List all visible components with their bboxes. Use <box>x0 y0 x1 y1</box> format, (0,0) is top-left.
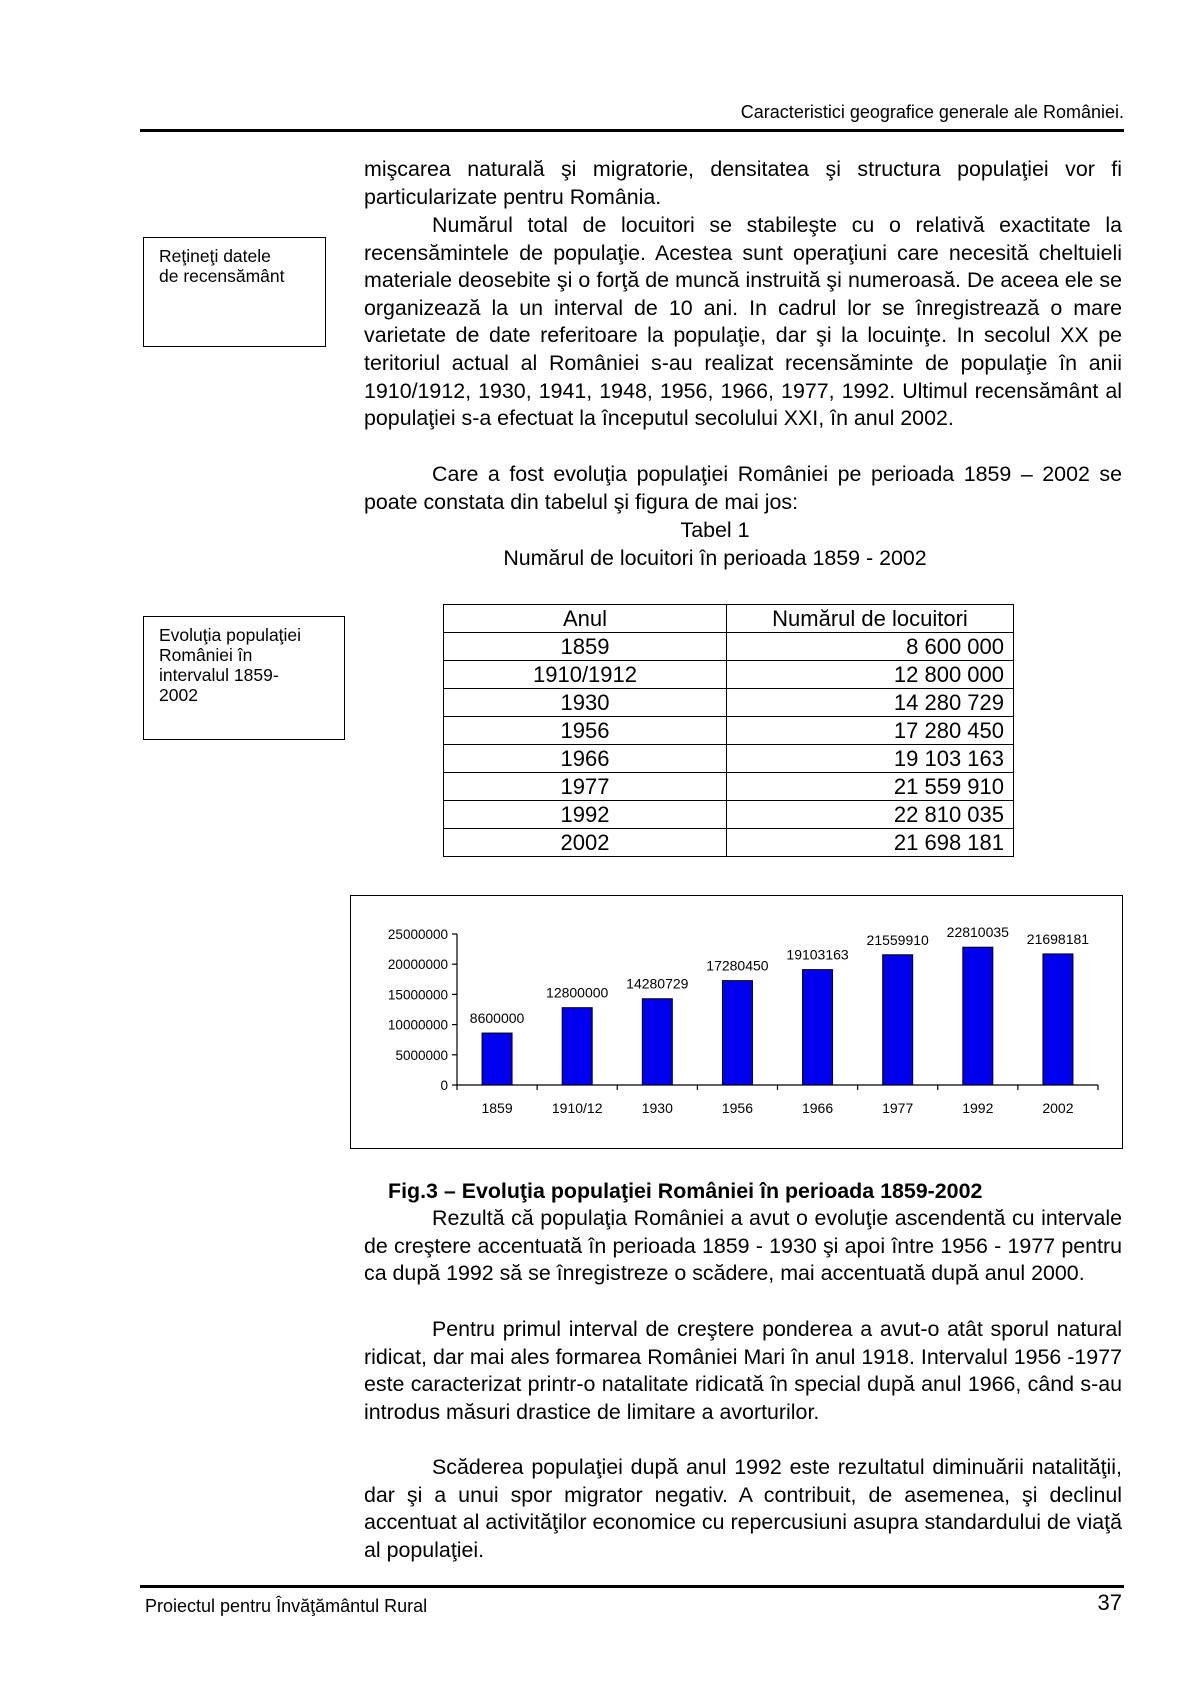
data-label: 12800000 <box>546 984 609 1001</box>
table-row <box>444 717 1014 745</box>
x-tick-label: 1966 <box>801 1100 834 1116</box>
bar <box>1043 954 1073 1085</box>
margin-note-line: de recensământ <box>159 266 285 286</box>
paragraph: Numărul total de locuitori se stabileşte cu o relativă exactitate la recensămintele de populaţie. Acestea sunt operaţiuni care necesită cheltuieli materiale deosebite şi o forţă de muncă instruită şi numeroasă. De aceea ele se organizează la un interval de 10 ani. In cadrul lor se înregistrează o mare varietate de date referitoare la populaţie, dar şi la locuinţe. In secolul XX pe teritoriul actual al României s-au realizat recensăminte de populaţie în anii 1910/1912, 1930, 1941, 1948, 1956, 1966, 1977, 1992. Ultimul recensământ al populaţiei s-a efectuat la începutul secolului XXI, în anul 2002. <box>364 213 1122 431</box>
figure-caption: Fig.3 – Evoluţia populaţiei României în perioada 1859-2002 <box>388 1179 983 1203</box>
table-row <box>444 633 1014 661</box>
margin-note-line: Evoluţia populaţiei <box>159 625 302 645</box>
table-cell-year: 1966 <box>444 745 727 773</box>
table-cell-population: 22 810 035 <box>727 801 1014 829</box>
y-tick-label: 15000000 <box>387 987 448 1003</box>
table-cell-population: 21 698 181 <box>727 829 1014 857</box>
footer-rule <box>140 1585 1124 1588</box>
table-cell-year: 1992 <box>444 801 727 829</box>
y-tick-label: 20000000 <box>387 957 448 973</box>
table-row <box>444 689 1014 717</box>
x-tick-label: 1992 <box>962 1100 994 1116</box>
y-tick-label: 0 <box>440 1078 448 1093</box>
paragraph: Rezultă că populaţia României a avut o evoluţie ascendentă cu intervale de creştere accentuată în perioada 1859 - 1930 şi apoi între 1956 - 1977 pentru ca după 1992 să se înregistreze o scădere, mai accentuată după anul 2000. <box>364 1206 1122 1286</box>
column-header-year: Anul <box>444 605 727 633</box>
data-label: 14280729 <box>626 975 689 992</box>
paragraph: Care a fost evoluţia populaţiei României pe perioada 1859 – 2002 se poate constata din tabelul şi figura de mai jos: <box>364 462 1122 514</box>
bar <box>963 947 993 1085</box>
data-label: 19103163 <box>786 946 849 963</box>
table-cell-year: 1930 <box>444 689 727 717</box>
table-cell-population: 19 103 163 <box>727 745 1014 773</box>
header-rule <box>140 129 1124 132</box>
table-row <box>444 829 1014 857</box>
margin-note-line: Reţineţi datele <box>159 246 271 266</box>
table-cell-population: 17 280 450 <box>727 717 1014 745</box>
bar <box>482 1033 512 1085</box>
table-row <box>444 773 1014 801</box>
table-cell-year: 1977 <box>444 773 727 801</box>
x-tick-label: 1977 <box>882 1100 914 1116</box>
x-tick-label: 1930 <box>641 1100 673 1116</box>
data-label: 21698181 <box>1026 930 1090 947</box>
bar <box>803 970 833 1085</box>
table-cell-year: 2002 <box>444 829 727 857</box>
y-tick-label: 25000000 <box>387 927 448 942</box>
table-row <box>444 801 1014 829</box>
table-cell-year: 1910/1912 <box>444 661 727 689</box>
bar <box>562 1008 592 1085</box>
table-row <box>444 745 1014 773</box>
paragraph: Scăderea populaţiei după anul 1992 este rezultatul diminuării natalităţii, dar şi a unui spor migrator negativ. A contribuit, de asemenea, şi declinul accentuat al activităţilor economice cu repercusiuni asupra standardului de viaţă al populaţiei. <box>364 1455 1122 1562</box>
population-bar-chart <box>350 895 1123 1149</box>
table-cell-population: 12 800 000 <box>727 661 1014 689</box>
x-tick-label: 1956 <box>721 1100 754 1116</box>
table-cell-population: 14 280 729 <box>727 689 1014 717</box>
chart-canvas <box>351 896 1122 1148</box>
page-number: 37 <box>1097 1590 1122 1615</box>
data-label: 17280450 <box>706 957 769 974</box>
table-row <box>444 661 1014 689</box>
table-cell-population: 21 559 910 <box>727 773 1014 801</box>
data-label: 21559910 <box>866 931 929 948</box>
bar <box>883 955 913 1085</box>
data-label: 8600000 <box>469 1010 525 1027</box>
paragraph: Pentru primul interval de creştere ponderea a avut-o atât sporul natural ridicat, dar mai ales formarea României Mari în anul 1918. Intervalul 1956 -1977 este caracterizat printr-o natalitate ridicată în special după anul 1966, când s-au introdus măsuri drastice de limitare a avorturilor. <box>364 1317 1122 1424</box>
data-label: 22810035 <box>946 924 1009 941</box>
footer-text: Proiectul pentru Învăţământul Rural <box>145 1596 428 1616</box>
paragraph: mişcarea naturală şi migratorie, densitatea şi structura populaţiei vor fi particularizate pentru România. <box>364 157 1122 209</box>
table-cell-population: 8 600 000 <box>727 633 1014 661</box>
population-table <box>443 604 1014 857</box>
y-tick-label: 10000000 <box>387 1017 448 1033</box>
margin-note-line: intervalul 1859- <box>159 665 279 685</box>
margin-note-line: 2002 <box>159 685 198 705</box>
bar <box>642 999 672 1085</box>
margin-note-census <box>143 237 326 347</box>
x-tick-label: 1859 <box>481 1100 513 1116</box>
x-tick-label: 2002 <box>1042 1100 1074 1116</box>
table-title: Numărul de locuitori în perioada 1859 - 2002 <box>503 546 927 570</box>
margin-note-evolution <box>143 616 345 740</box>
bar <box>722 981 752 1085</box>
table-cell-year: 1956 <box>444 717 727 745</box>
running-header: Caracteristici geografice generale ale României. <box>740 102 1124 122</box>
y-tick-label: 5000000 <box>395 1047 448 1063</box>
table-label: Tabel 1 <box>680 518 750 542</box>
margin-note-line: României în <box>159 645 253 665</box>
table-cell-year: 1859 <box>444 633 727 661</box>
column-header-population: Numărul de locuitori <box>727 605 1014 633</box>
x-tick-label: 1910/12 <box>551 1100 603 1116</box>
table-header-row <box>444 605 1014 633</box>
